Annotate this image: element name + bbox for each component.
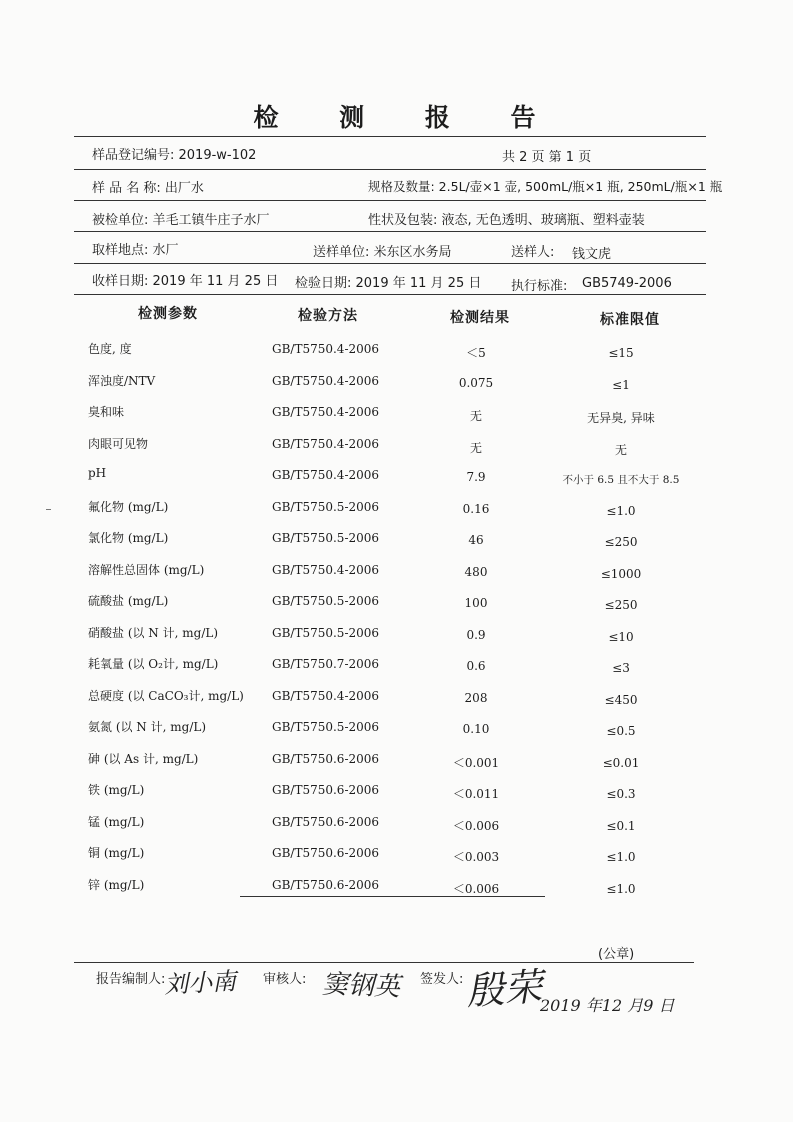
row-parameter: 耗氧量 (以 O₂计, mg/L) bbox=[88, 657, 219, 671]
row-result: 100 bbox=[464, 596, 488, 610]
row-parameter: 锌 (mg/L) bbox=[88, 877, 145, 892]
header-rule-3 bbox=[74, 231, 706, 232]
test-date: 检验日期: 2019 年 11 月 25 日 bbox=[295, 276, 482, 291]
column-header-limit: 标准限值 bbox=[600, 312, 660, 328]
row-limit: ≤0.5 bbox=[606, 724, 636, 738]
row-limit: ≤0.01 bbox=[602, 755, 640, 770]
row-method: GB/T5750.6-2006 bbox=[272, 783, 380, 797]
reviewer-signature: 窦钢英 bbox=[321, 969, 401, 1003]
table-end-rule bbox=[240, 896, 545, 897]
row-parameter: 氟化物 (mg/L) bbox=[88, 499, 169, 514]
row-parameter: 氯化物 (mg/L) bbox=[88, 531, 169, 545]
row-method: GB/T5750.6-2006 bbox=[272, 846, 380, 860]
row-result: 0.16 bbox=[462, 501, 490, 516]
row-method: GB/T5750.5-2006 bbox=[272, 720, 380, 734]
standard-value: GB5749-2006 bbox=[582, 276, 672, 291]
page-count: 共 2 页 第 1 页 bbox=[502, 150, 592, 165]
row-result: 0.6 bbox=[466, 659, 486, 673]
row-method: GB/T5750.5-2006 bbox=[272, 499, 380, 514]
row-result: 208 bbox=[464, 690, 488, 705]
report-title: 检 测 报 告 bbox=[253, 103, 562, 132]
row-limit: ≤10 bbox=[608, 629, 634, 644]
row-parameter: 肉眼可见物 bbox=[88, 436, 149, 451]
row-limit: ≤450 bbox=[604, 692, 638, 707]
scan-speck bbox=[46, 509, 51, 510]
row-method: GB/T5750.6-2006 bbox=[272, 814, 380, 829]
row-method: GB/T5750.4-2006 bbox=[272, 342, 380, 356]
row-method: GB/T5750.4-2006 bbox=[272, 562, 380, 577]
sender-name: 钱文虎 bbox=[572, 247, 612, 262]
row-method: GB/T5750.5-2006 bbox=[272, 531, 380, 545]
reviewer-label: 审核人: bbox=[263, 972, 307, 987]
row-limit: ≤3 bbox=[612, 661, 630, 675]
compiler-signature: 刘小南 bbox=[163, 967, 237, 999]
issuer-label: 签发人: bbox=[420, 972, 464, 987]
receive-date: 收样日期: 2019 年 11 月 25 日 bbox=[92, 274, 279, 289]
row-limit: ≤0.1 bbox=[606, 818, 636, 833]
spec-quantity: 规格及数量: 2.5L/壶×1 壶, 500mL/瓶×1 瓶, 250mL/瓶×1 瓶 bbox=[368, 179, 723, 194]
row-parameter: 氨氮 (以 N 计, mg/L) bbox=[88, 720, 207, 734]
row-result: 0.10 bbox=[462, 722, 490, 736]
row-parameter: 浑浊度/NTV bbox=[88, 373, 156, 388]
row-result: ＜0.003 bbox=[452, 850, 500, 864]
sample-name: 样 品 名 称: 出厂水 bbox=[92, 181, 204, 196]
row-limit: ≤250 bbox=[604, 598, 638, 612]
compiler-label: 报告编制人: bbox=[96, 972, 166, 987]
sender-label: 送样人: bbox=[511, 245, 555, 260]
row-result: 0.9 bbox=[466, 627, 486, 642]
row-limit: ≤1000 bbox=[600, 566, 642, 581]
row-limit: ≤1.0 bbox=[606, 503, 636, 518]
row-limit: 不小于 6.5 且不大于 8.5 bbox=[562, 474, 680, 486]
header-rule-4 bbox=[74, 263, 706, 264]
row-parameter: 色度, 度 bbox=[88, 342, 132, 356]
row-parameter: 总硬度 (以 CaCO₃计, mg/L) bbox=[88, 688, 244, 703]
header-top-rule bbox=[74, 136, 706, 137]
row-parameter: pH bbox=[88, 466, 107, 480]
row-parameter: 硫酸盐 (mg/L) bbox=[88, 594, 169, 608]
row-result: 0.075 bbox=[458, 375, 494, 390]
row-method: GB/T5750.4-2006 bbox=[272, 688, 380, 703]
row-limit: ≤250 bbox=[604, 535, 638, 549]
row-method: GB/T5750.6-2006 bbox=[272, 877, 380, 892]
row-limit: ≤1.0 bbox=[606, 850, 636, 864]
official-seal-label: (公章) bbox=[598, 947, 635, 962]
header-rule-2 bbox=[74, 200, 706, 201]
row-limit: 无 bbox=[614, 442, 627, 457]
header-rule-1 bbox=[74, 169, 706, 170]
row-limit: ≤1 bbox=[612, 377, 630, 392]
row-result: 46 bbox=[468, 533, 484, 547]
row-result: ＜0.006 bbox=[452, 881, 500, 896]
row-limit: ≤0.3 bbox=[606, 787, 636, 801]
property-packaging: 性状及包装: 液态, 无色透明、玻璃瓶、塑料壶装 bbox=[368, 213, 645, 228]
row-method: GB/T5750.4-2006 bbox=[272, 373, 380, 388]
row-result: 无 bbox=[469, 409, 482, 423]
row-result: 480 bbox=[464, 564, 488, 579]
row-result: 7.9 bbox=[466, 470, 486, 484]
header-rule-5 bbox=[74, 294, 706, 295]
row-result: ＜5 bbox=[466, 346, 486, 360]
row-method: GB/T5750.4-2006 bbox=[272, 468, 380, 482]
row-parameter: 砷 (以 As 计, mg/L) bbox=[88, 751, 199, 766]
row-method: GB/T5750.5-2006 bbox=[272, 594, 380, 608]
row-result: ＜0.001 bbox=[452, 755, 500, 770]
row-result: ＜0.006 bbox=[452, 818, 500, 833]
row-parameter: 溶解性总固体 (mg/L) bbox=[88, 562, 205, 577]
row-parameter: 臭和味 bbox=[88, 405, 125, 419]
footer-rule bbox=[74, 962, 694, 963]
column-header-method: 检验方法 bbox=[298, 308, 358, 324]
row-limit: 无异臭, 异味 bbox=[587, 411, 655, 425]
inspected-unit: 被检单位: 羊毛工镇牛庄子水厂 bbox=[92, 213, 270, 228]
row-result: ＜0.011 bbox=[452, 787, 500, 801]
sample-registration-number: 样品登记编号: 2019-w-102 bbox=[92, 148, 257, 163]
row-result: 无 bbox=[469, 440, 482, 455]
row-method: GB/T5750.7-2006 bbox=[272, 657, 380, 671]
row-parameter: 锰 (mg/L) bbox=[88, 814, 145, 829]
row-method: GB/T5750.6-2006 bbox=[272, 751, 380, 766]
issue-date: 2019 年12 月9 日 bbox=[540, 996, 675, 1015]
column-header-result: 检测结果 bbox=[450, 310, 510, 326]
row-limit: ≤15 bbox=[608, 346, 634, 360]
issuer-signature: 殷荣 bbox=[464, 964, 544, 1014]
sending-unit: 送样单位: 米东区水务局 bbox=[313, 245, 452, 260]
row-parameter: 铜 (mg/L) bbox=[88, 846, 145, 860]
row-method: GB/T5750.5-2006 bbox=[272, 625, 380, 640]
row-method: GB/T5750.4-2006 bbox=[272, 436, 380, 451]
row-parameter: 铁 (mg/L) bbox=[88, 783, 145, 797]
sampling-location: 取样地点: 水厂 bbox=[92, 243, 179, 258]
standard-label: 执行标准: bbox=[511, 279, 568, 294]
row-method: GB/T5750.4-2006 bbox=[272, 405, 380, 419]
row-parameter: 硝酸盐 (以 N 计, mg/L) bbox=[88, 625, 219, 640]
column-header-parameter: 检测参数 bbox=[138, 306, 198, 322]
row-limit: ≤1.0 bbox=[606, 881, 636, 896]
